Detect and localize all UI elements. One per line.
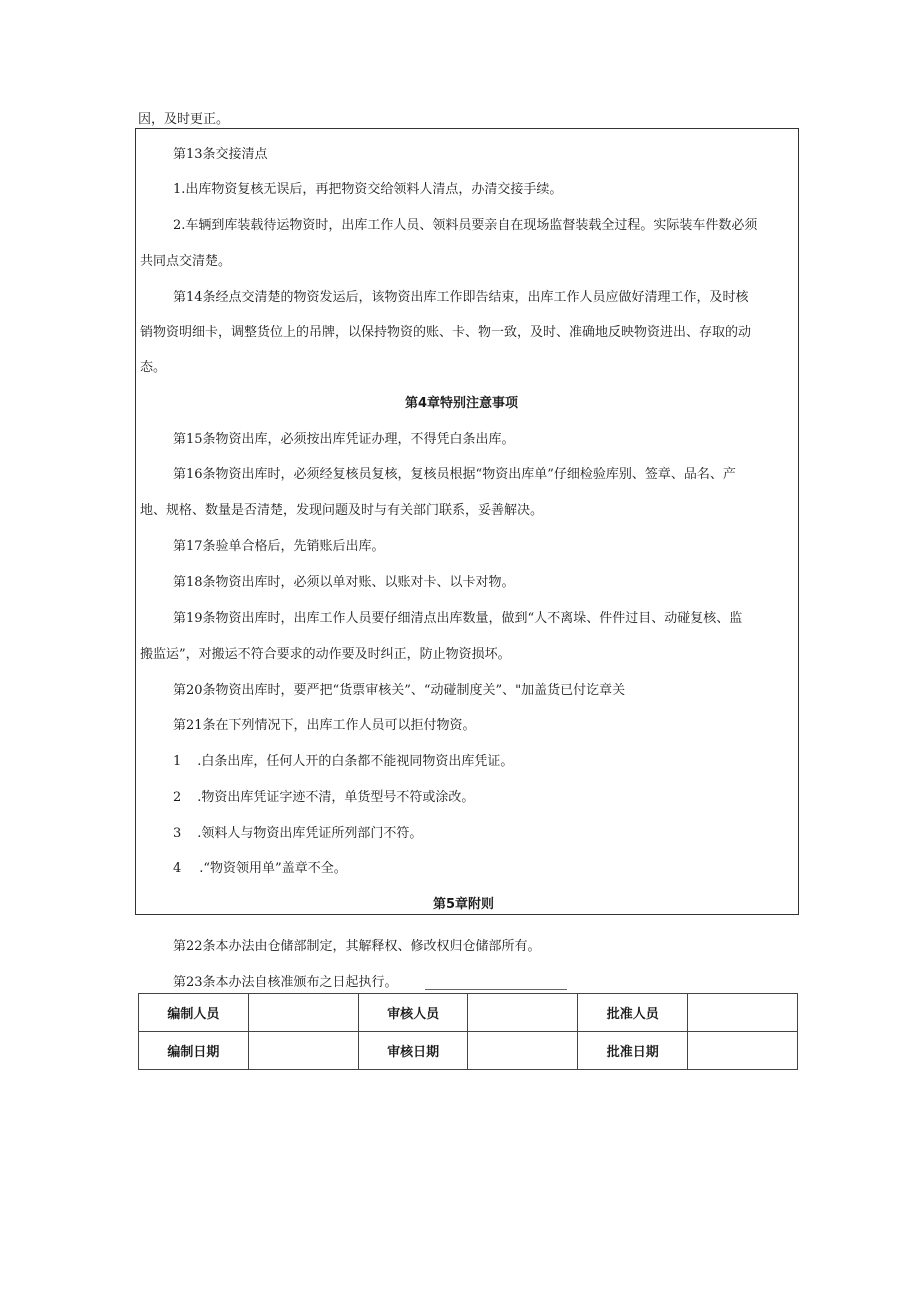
list-item [173, 860, 347, 878]
chapter-4-title: 第4章特别注意事项 [405, 396, 519, 411]
reviewed-by-label: 审核人员 [358, 994, 468, 1032]
list-item-text: .“物资领用单”盖章不全。 [199, 861, 347, 876]
article-15: 第15条物资出库，必须按出库凭证办理，不得凭白条出库。 [173, 432, 515, 447]
approved-date-value[interactable] [688, 1032, 798, 1070]
article-13-item-2: 2.车辆到库装载待运物资时，出库工作人员、领料员要亲自在现场监督装载全过程。实际装车件数必须 [173, 218, 758, 233]
reviewed-by-value[interactable] [468, 994, 578, 1032]
article-13-title: 第13条交接清点 [173, 147, 268, 162]
approved-by-value[interactable] [688, 994, 798, 1032]
list-item-text: .物资出库凭证字迹不清，单货型号不符或涂改。 [197, 790, 475, 805]
article-13-item-1: 1.出库物资复核无误后，再把物资交给领料人清点，办清交接手续。 [173, 182, 563, 197]
list-item [173, 789, 474, 807]
list-item-number: 3 [173, 826, 182, 841]
list-item-number: 4 [173, 861, 182, 876]
approved-date-label: 批准日期 [578, 1032, 688, 1070]
article-23: 第23条本办法自核准颁布之日起执行。 [173, 975, 398, 990]
top-fragment-text: 因，及时更正。 [138, 112, 230, 127]
reviewed-date-value[interactable] [468, 1032, 578, 1070]
article-20: 第20条物资出库时，要严把“货票审核关”、“动碰制度关”、"加盖货已付讫章关 [173, 683, 626, 698]
blank-underline [425, 989, 567, 990]
table-row [139, 994, 798, 1032]
list-item-text: .白条出库，任何人开的白条都不能视同物资出库凭证。 [197, 754, 514, 769]
prepared-by-label: 编制人员 [139, 994, 249, 1032]
list-item [173, 753, 513, 771]
article-16-line-1: 第16条物资出库时，必须经复核员复核，复核员根据“物资出库单”仔细检验库别、签章、品名、产 [173, 467, 736, 482]
article-21: 第21条在下列情况下，出库工作人员可以拒付物资。 [173, 718, 476, 733]
table-row [139, 1032, 798, 1070]
article-14-line-2: 销物资明细卡，调整货位上的吊牌，以保持物资的账、卡、物一致，及时、准确地反映物资进出、存取的动 [140, 325, 752, 340]
article-22: 第22条本办法由仓储部制定，其解释权、修改权归仓储部所有。 [173, 939, 541, 954]
prepared-by-value[interactable] [248, 994, 358, 1032]
prepared-date-value[interactable] [248, 1032, 358, 1070]
list-item-number: 1 [173, 754, 182, 769]
article-18: 第18条物资出库时，必须以单对账、以账对卡、以卡对物。 [173, 575, 515, 590]
article-19-line-1: 第19条物资出库时，出库工作人员要仔细清点出库数量，做到“人不离垛、件件过目、动碰复核、监 [173, 611, 743, 626]
prepared-date-label: 编制日期 [139, 1032, 249, 1070]
list-item-text: .领料人与物资出库凭证所列部门不符。 [197, 826, 423, 841]
article-14-line-1: 第14条经点交清楚的物资发运后，该物资出库工作即告结束，出库工作人员应做好清理工作，及时核 [173, 290, 749, 305]
article-16-line-2: 地、规格、数量是否清楚，发现问题及时与有关部门联系，妥善解决。 [140, 503, 544, 518]
article-17: 第17条验单合格后，先销账后出库。 [173, 539, 385, 554]
chapter-5-title: 第5章附则 [433, 897, 495, 912]
approved-by-label: 批准人员 [578, 994, 688, 1032]
list-item [173, 825, 422, 843]
article-13-item-2-cont: 共同点交清楚。 [140, 254, 232, 269]
signature-table [138, 993, 798, 1070]
article-14-line-3: 态。 [140, 360, 167, 375]
article-19-line-2: 搬监运”，对搬运不符合要求的动作要及时纠正，防止物资损坏。 [140, 647, 511, 662]
list-item-number: 2 [173, 790, 182, 805]
reviewed-date-label: 审核日期 [358, 1032, 468, 1070]
